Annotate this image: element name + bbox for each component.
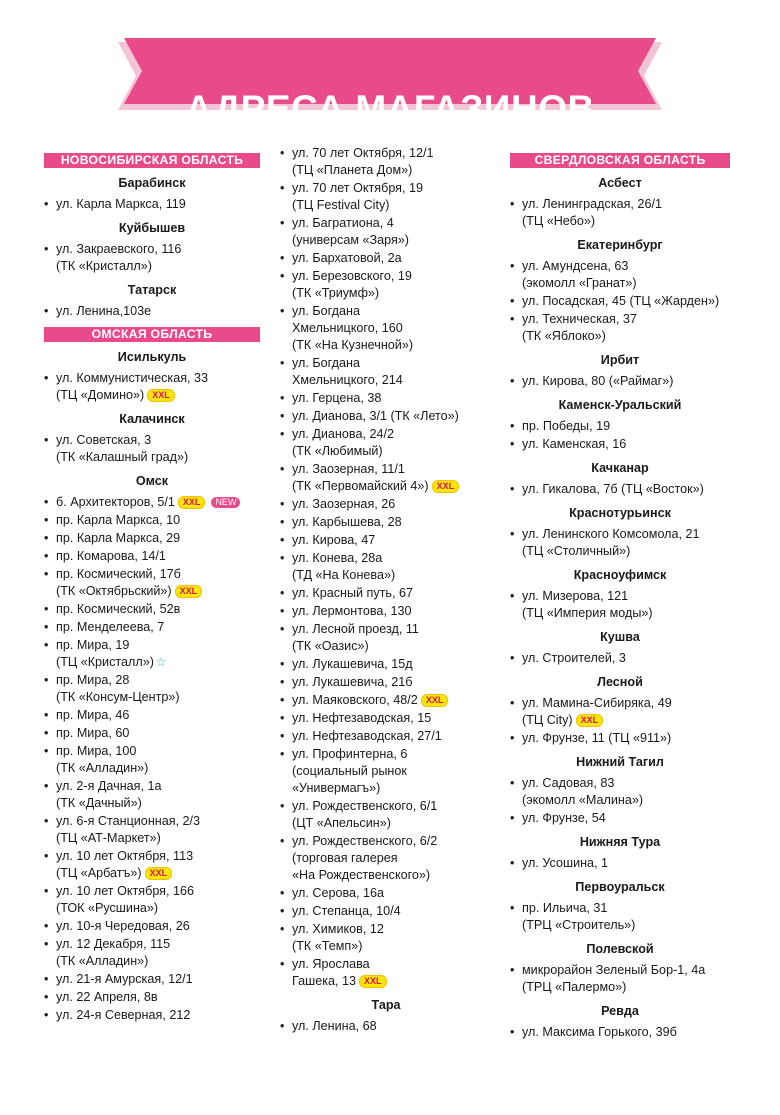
xxl-badge: XXL xyxy=(147,389,175,402)
city-heading: Ирбит xyxy=(600,353,640,367)
store-address xyxy=(280,514,492,531)
store-address xyxy=(280,956,492,990)
xxl-badge: XXL xyxy=(421,694,449,707)
store-address xyxy=(510,855,730,872)
address-line: • ул. Садовая, 83 xyxy=(522,776,615,790)
address-line: • ул. Амундсена, 63 xyxy=(522,259,629,273)
address-line: • ул. Маяковского, 48/2 XXL xyxy=(292,692,492,709)
store-address xyxy=(280,798,492,832)
address-line: (ТК «Алладин») xyxy=(56,761,149,775)
address-line: • ул. Кирова, 80 («Раймаг») xyxy=(522,374,674,388)
address-line: • ул. 2-я Дачная, 1а xyxy=(56,779,162,793)
address-line: • пр. Карла Маркса, 29 xyxy=(56,531,181,545)
address-line: • ул. Красный путь, 67 xyxy=(292,586,413,600)
xxl-badge: XXL xyxy=(145,867,173,880)
address-line: • ул. Максима Горького, 39б xyxy=(522,1025,677,1039)
store-address xyxy=(280,496,492,513)
address-line: Хмельницкого, 160 xyxy=(292,321,403,335)
address-line: • пр. Карла Маркса, 10 xyxy=(56,513,181,527)
address-line: • ул. Советская, 3 xyxy=(56,433,152,447)
address-line: • ул. Герцена, 38 xyxy=(292,391,382,405)
store-address xyxy=(280,408,492,425)
address-line: • ул. Профинтерна, 6 xyxy=(292,747,408,761)
xxl-badge: XXL xyxy=(178,496,206,509)
address-line: (ТЦ City) XXL xyxy=(522,712,730,729)
city-heading: Красноуфимск xyxy=(573,568,667,582)
city-heading: Нижний Тагил xyxy=(576,755,664,769)
store-address xyxy=(510,293,730,310)
address-line: (ТК «Триумф») xyxy=(292,286,380,300)
address-line: • пр. Мира, 28 xyxy=(56,673,130,687)
store-address xyxy=(44,303,260,320)
store-address xyxy=(280,921,492,955)
store-address xyxy=(510,196,730,230)
address-line: (ТК «Темп») xyxy=(292,939,363,953)
address-line: (ТРЦ «Строитель») xyxy=(522,918,636,932)
address-line: • ул. Дианова, 24/2 xyxy=(292,427,394,441)
address-line: • ул. Фрунзе, 11 (ТЦ «911») xyxy=(522,731,672,745)
address-line: • ул. Рождественского, 6/2 xyxy=(292,834,438,848)
store-address xyxy=(280,250,492,267)
store-address xyxy=(510,695,730,729)
store-address xyxy=(44,548,260,565)
store-address xyxy=(280,180,492,214)
city-heading: Куйбышев xyxy=(118,221,186,235)
address-line: • ул. Лермонтова, 130 xyxy=(292,604,412,618)
address-line: • ул. Степанца, 10/4 xyxy=(292,904,401,918)
address-line: • ул. Рождественского, 6/1 xyxy=(292,799,438,813)
address-line: • ул. Строителей, 3 xyxy=(522,651,626,665)
store-address xyxy=(280,710,492,727)
city-heading: Лесной xyxy=(597,675,643,689)
store-address xyxy=(280,390,492,407)
address-line: • пр. Мира, 46 xyxy=(56,708,130,722)
address-line: • ул. 70 лет Октября, 12/1 xyxy=(292,146,434,160)
store-address xyxy=(44,883,260,917)
address-line: (торговая галерея xyxy=(292,851,398,865)
city-heading: Тара xyxy=(371,998,401,1012)
address-line: • ул. Бархатовой, 2а xyxy=(292,251,402,265)
city-heading: Барабинск xyxy=(118,176,186,190)
address-line: • пр. Космический, 52в xyxy=(56,602,181,616)
address-line: • пр. Ильича, 31 xyxy=(522,901,608,915)
store-address xyxy=(280,215,492,249)
column-3 xyxy=(510,145,730,1042)
address-line: (ТК «Консум-Центр») xyxy=(56,690,180,704)
column-1 xyxy=(44,145,260,1025)
store-address xyxy=(280,585,492,602)
address-line: (ТК «Алладин») xyxy=(56,954,149,968)
address-line: (ТЦ «Планета Дом») xyxy=(292,163,413,177)
store-address xyxy=(280,692,492,709)
address-line: (ТЦ «АТ-Маркет») xyxy=(56,831,161,845)
address-line: • ул. Коммунистическая, 33 xyxy=(56,371,209,385)
address-line: • ул. 12 Декабря, 115 xyxy=(56,937,171,951)
address-line: • ул. Лукашевича, 15д xyxy=(292,657,413,671)
address-line: • ул. Кирова, 47 xyxy=(292,533,376,547)
store-address xyxy=(510,481,730,498)
store-address xyxy=(510,418,730,435)
address-line: • ул. Химиков, 12 xyxy=(292,922,384,936)
store-address xyxy=(510,373,730,390)
address-line: • ул. Нефтезаводская, 15 xyxy=(292,711,432,725)
city-heading: Кушва xyxy=(600,630,640,644)
store-address xyxy=(44,601,260,618)
address-line: (ТЦ «Домино») XXL xyxy=(56,387,260,404)
address-line: (ТЦ «Империя моды») xyxy=(522,606,653,620)
store-address xyxy=(510,258,730,292)
address-line: • пр. Мира, 19 xyxy=(56,638,130,652)
city-heading: Нижняя Тура xyxy=(579,835,661,849)
address-line: (ТК «Оазис») xyxy=(292,639,369,653)
address-line: (ТЦ «Столичный») xyxy=(522,544,631,558)
address-line: • пр. Космический, 17б xyxy=(56,567,181,581)
city-heading: Калачинск xyxy=(119,412,185,426)
store-address xyxy=(510,775,730,809)
city-heading: Качканар xyxy=(591,461,649,475)
store-address xyxy=(510,650,730,667)
store-address xyxy=(44,989,260,1006)
store-address xyxy=(510,730,730,747)
address-line: • ул. Березовского, 19 xyxy=(292,269,412,283)
address-line: • ул. 6-я Станционная, 2/3 xyxy=(56,814,201,828)
store-address xyxy=(280,728,492,745)
xxl-badge: XXL xyxy=(175,585,203,598)
store-address xyxy=(280,833,492,884)
store-address xyxy=(280,656,492,673)
store-address xyxy=(510,436,730,453)
address-line: (ТОК «Русшина») xyxy=(56,901,159,915)
address-line: • пр. Менделеева, 7 xyxy=(56,620,165,634)
address-line: • ул. Гикалова, 7б (ТЦ «Восток») xyxy=(522,482,704,496)
address-line: • ул. Фрунзе, 54 xyxy=(522,811,606,825)
store-address xyxy=(280,746,492,797)
address-line: • ул. 22 Апреля, 8в xyxy=(56,990,158,1004)
address-line: (экомолл «Малина») xyxy=(522,793,644,807)
city-heading: Исилькуль xyxy=(117,350,187,364)
store-address xyxy=(44,241,260,275)
address-line: • ул. Усошина, 1 xyxy=(522,856,609,870)
address-line: • ул. Ленина, 68 xyxy=(292,1019,377,1033)
store-address xyxy=(44,196,260,213)
store-address xyxy=(44,778,260,812)
store-address xyxy=(44,848,260,882)
address-line: (ТД «На Конева») xyxy=(292,568,396,582)
store-address xyxy=(510,962,730,996)
store-address xyxy=(44,707,260,724)
address-line: • ул. Богдана xyxy=(292,356,360,370)
address-line: • ул. Карбышева, 28 xyxy=(292,515,402,529)
address-line: • ул. Ленина,103е xyxy=(56,304,152,318)
address-line: • микрорайон Зеленый Бор-1, 4а xyxy=(522,963,706,977)
address-line: • ул. 24-я Северная, 212 xyxy=(56,1008,191,1022)
address-line: • ул. Ярослава xyxy=(292,957,370,971)
address-line: • ул. Мамина-Сибиряка, 49 xyxy=(522,696,672,710)
address-line: «На Рождественского») xyxy=(292,868,431,882)
address-line: (ТК «Яблоко») xyxy=(522,329,606,343)
address-line: • ул. Заозерная, 26 xyxy=(292,497,396,511)
address-line: (универсам «Заря») xyxy=(292,233,409,247)
store-address xyxy=(44,936,260,970)
store-address xyxy=(280,674,492,691)
address-line: (ТК «Октябрьский») XXL xyxy=(56,583,260,600)
store-address xyxy=(510,1024,730,1041)
store-address xyxy=(44,1007,260,1024)
address-line: • ул. Техническая, 37 xyxy=(522,312,637,326)
store-address xyxy=(44,530,260,547)
city-heading: Полевской xyxy=(586,942,654,956)
store-address xyxy=(44,971,260,988)
city-heading: Краснотурьинск xyxy=(569,506,671,520)
store-address xyxy=(510,311,730,345)
city-heading: Каменск-Уральский xyxy=(558,398,682,412)
store-address xyxy=(44,566,260,600)
store-address xyxy=(280,885,492,902)
address-line: (ТК «Первомайский 4») XXL xyxy=(292,478,492,495)
address-line: • ул. 10 лет Октября, 166 xyxy=(56,884,195,898)
address-line: • ул. Нефтезаводская, 27/1 xyxy=(292,729,442,743)
new-badge: NEW xyxy=(211,497,240,508)
store-address xyxy=(44,637,260,671)
page-title: АДРЕСА МАГАЗИНОВ xyxy=(185,88,595,129)
address-line: (ТК «На Кузнечной») xyxy=(292,338,414,352)
address-line: • ул. Карла Маркса, 119 xyxy=(56,197,186,211)
store-address xyxy=(44,370,260,404)
address-line: • ул. Посадская, 45 (ТЦ «Жарден») xyxy=(522,294,720,308)
address-line: Хмельницкого, 214 xyxy=(292,373,403,387)
city-heading: Екатеринбург xyxy=(577,238,663,252)
address-line: Гашека, 13 XXL xyxy=(292,973,492,990)
address-line: • ул. Лесной проезд, 11 xyxy=(292,622,419,636)
address-line: • пр. Мира, 60 xyxy=(56,726,130,740)
store-address xyxy=(280,145,492,179)
address-line: (ТЦ «Небо») xyxy=(522,214,596,228)
address-line: (ТЦ «Кристалл») ☆ xyxy=(56,655,167,669)
store-address xyxy=(510,526,730,560)
store-address xyxy=(44,494,260,511)
address-line: • ул. Каменская, 16 xyxy=(522,437,627,451)
store-address xyxy=(44,743,260,777)
address-line: «Универмагъ») xyxy=(292,781,381,795)
address-line: • ул. 70 лет Октября, 19 xyxy=(292,181,424,195)
column-2 xyxy=(280,145,492,1036)
store-address xyxy=(280,303,492,354)
store-address xyxy=(280,1018,492,1035)
store-address xyxy=(280,532,492,549)
address-line: • б. Архитекторов, 5/1 XXL NEW xyxy=(56,494,260,511)
address-line: • пр. Комарова, 14/1 xyxy=(56,549,166,563)
city-heading: Омск xyxy=(135,474,169,488)
city-heading: Татарск xyxy=(127,283,177,297)
title-banner xyxy=(0,36,780,129)
store-address xyxy=(280,550,492,584)
address-line: • ул. Ленинского Комсомола, 21 xyxy=(522,527,700,541)
address-line: • ул. 21-я Амурская, 12/1 xyxy=(56,972,193,986)
city-heading: Ревда xyxy=(601,1004,639,1018)
address-line: • пр. Мира, 100 xyxy=(56,744,137,758)
address-line: • ул. Мизерова, 121 xyxy=(522,589,629,603)
address-line: • ул. Заозерная, 11/1 xyxy=(292,462,405,476)
address-line: • ул. 10-я Чередовая, 26 xyxy=(56,919,190,933)
address-line: (ЦТ «Апельсин») xyxy=(292,816,391,830)
address-line: (социальный рынок xyxy=(292,764,407,778)
store-address xyxy=(280,355,492,389)
xxl-badge: XXL xyxy=(359,975,387,988)
region-header: ОМСКАЯ ОБЛАСТЬ xyxy=(44,327,260,342)
address-line: • ул. Закраевского, 116 xyxy=(56,242,182,256)
region-header: СВЕРДЛОВСКАЯ ОБЛАСТЬ xyxy=(510,153,730,168)
city-heading: Первоуральск xyxy=(575,880,665,894)
store-address xyxy=(280,903,492,920)
store-address xyxy=(510,810,730,827)
store-address xyxy=(280,426,492,460)
region-header: НОВОСИБИРСКАЯ ОБЛАСТЬ xyxy=(44,153,260,168)
store-address xyxy=(280,621,492,655)
city-heading: Асбест xyxy=(598,176,642,190)
address-line: (ТЦ «Арбатъ») XXL xyxy=(56,865,260,882)
xxl-badge: XXL xyxy=(432,480,460,493)
address-line: • ул. Богдана xyxy=(292,304,360,318)
address-line: • ул. Конева, 28а xyxy=(292,551,383,565)
address-line: • ул. 10 лет Октября, 113 xyxy=(56,849,194,863)
address-line: • ул. Дианова, 3/1 (ТК «Лето») xyxy=(292,409,459,423)
address-line: (ТК «Кристалл») xyxy=(56,259,152,273)
address-line: • ул. Лукашевича, 21б xyxy=(292,675,413,689)
store-address xyxy=(280,461,492,495)
address-line: • ул. Серова, 16а xyxy=(292,886,385,900)
address-line: • пр. Победы, 19 xyxy=(522,419,611,433)
address-line: • ул. Багратиона, 4 xyxy=(292,216,394,230)
store-address xyxy=(44,512,260,529)
address-line: (ТЦ Festival City) xyxy=(292,198,390,212)
store-address xyxy=(44,672,260,706)
address-line: (ТРЦ «Палермо») xyxy=(522,980,627,994)
store-address xyxy=(44,918,260,935)
store-address xyxy=(44,619,260,636)
store-address xyxy=(280,603,492,620)
store-address xyxy=(280,268,492,302)
address-line: (ТК «Любимый) xyxy=(292,444,383,458)
address-line: • ул. Ленинградская, 26/1 xyxy=(522,197,662,211)
store-address xyxy=(44,432,260,466)
store-address xyxy=(510,900,730,934)
address-line: (ТК «Калашный град») xyxy=(56,450,189,464)
address-line: (экомолл «Гранат») xyxy=(522,276,637,290)
store-address xyxy=(44,813,260,847)
store-address xyxy=(510,588,730,622)
xxl-badge: XXL xyxy=(576,714,604,727)
address-line: (ТК «Дачный») xyxy=(56,796,142,810)
star-icon: ☆ xyxy=(155,655,167,669)
store-address xyxy=(44,725,260,742)
